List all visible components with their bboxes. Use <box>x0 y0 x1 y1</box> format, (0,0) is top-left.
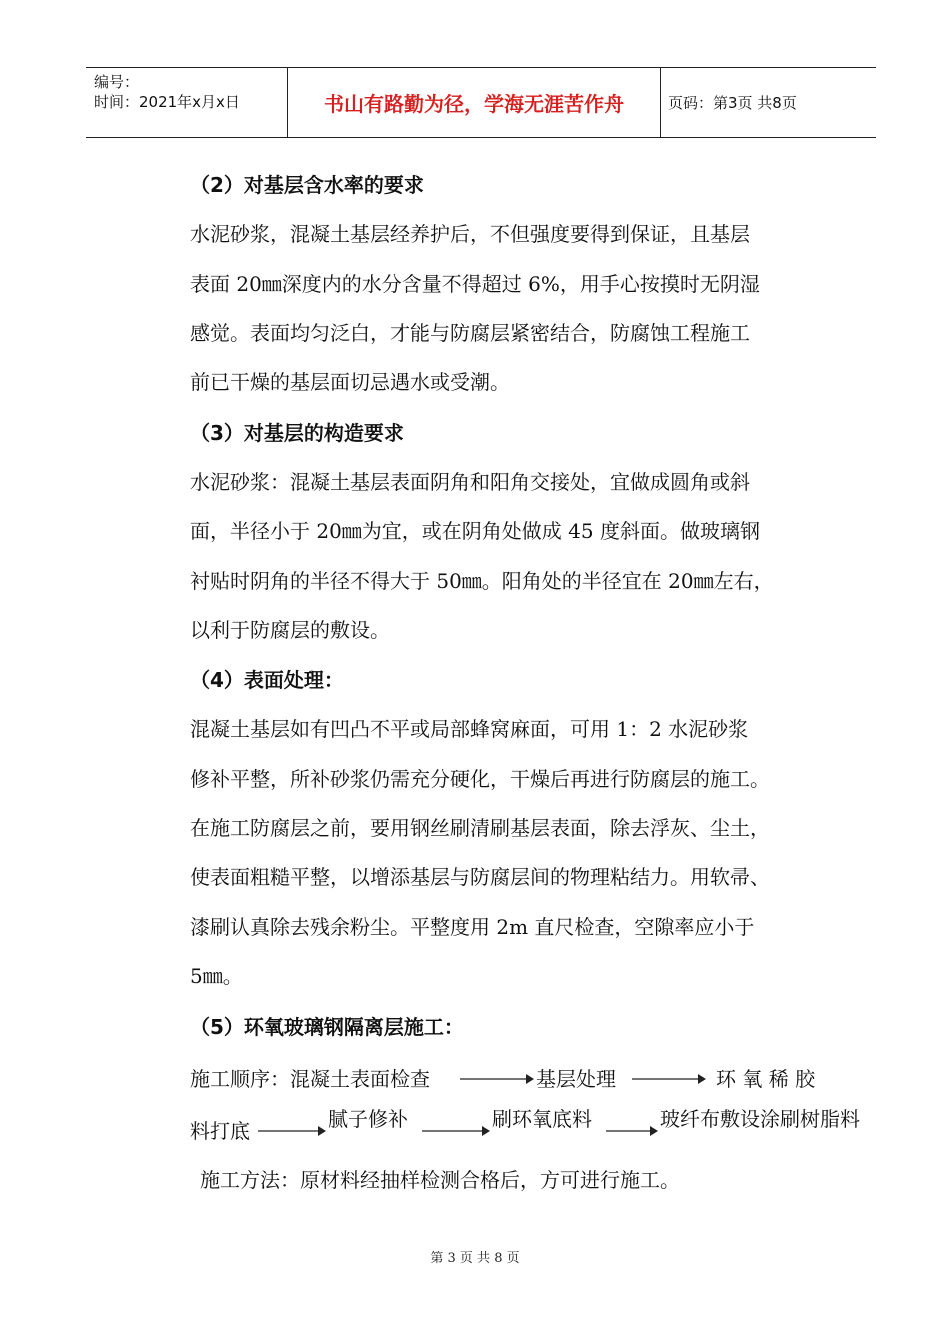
paragraph-line: 修补平整，所补砂浆仍需充分硬化，干燥后再进行防腐层的施工。 <box>190 767 770 791</box>
page-footer: 第 3 页 共 8 页 <box>430 1251 520 1266</box>
paragraph-line: 衬贴时阴角的半径不得大于 50㎜。阳角处的半径宜在 20㎜左右， <box>190 569 774 593</box>
flow-step-fiberglass-laying: 玻纤布敷设涂刷树脂料 <box>660 1107 860 1131</box>
flow-arrow-icon <box>606 1125 658 1137</box>
flow-arrow-icon <box>632 1073 706 1085</box>
flow-arrow-icon <box>422 1125 490 1137</box>
section-heading: （3）对基层的构造要求 <box>190 421 404 445</box>
header-page-number: 页码：第3页 共8页 <box>668 94 797 112</box>
flow-prefix: 施工顺序： <box>190 1067 290 1091</box>
header-motto: 书山有路勤为径，学海无涯苦作舟 <box>324 92 624 116</box>
paragraph-line: 5㎜。 <box>190 964 243 988</box>
flow-arrow-icon <box>460 1073 534 1085</box>
flow-step-epoxy-primer: 环 氧 稀 胶 <box>716 1067 816 1091</box>
paragraph-line: 使表面粗糙平整，以增添基层与防腐层间的物理粘结力。用软帚、 <box>190 865 770 889</box>
flow-step-base-treatment: 基层处理 <box>536 1067 616 1091</box>
flow-step-surface-check: 混凝土表面检查 <box>290 1067 430 1091</box>
paragraph-line: 水泥砂浆：混凝土基层表面阴角和阳角交接处，宜做成圆角或斜 <box>190 470 750 494</box>
document-time-label: 时间：2021年x月x日 <box>94 93 240 111</box>
page-header <box>86 67 876 138</box>
section-heading: （2）对基层含水率的要求 <box>190 173 424 197</box>
paragraph-line: 以利于防腐层的敷设。 <box>190 618 390 642</box>
header-divider <box>660 68 661 137</box>
flow-arrow-icon <box>258 1125 326 1137</box>
flow-step-epoxy-primer-cont: 料打底 <box>190 1119 250 1143</box>
flow-step-epoxy-base: 刷环氧底料 <box>492 1107 592 1131</box>
paragraph-line: 混凝土基层如有凹凸不平或局部蜂窝麻面，可用 1：2 水泥砂浆 <box>190 717 749 741</box>
paragraph-line: 感觉。表面均匀泛白，才能与防腐层紧密结合，防腐蚀工程施工 <box>190 321 750 345</box>
flow-step-putty-repair: 腻子修补 <box>328 1107 408 1131</box>
section-heading: （5）环氧玻璃钢隔离层施工： <box>190 1015 464 1039</box>
document-number-label: 编号： <box>94 73 140 91</box>
section-heading: （4）表面处理： <box>190 668 344 692</box>
paragraph-line: 水泥砂浆，混凝土基层经养护后，不但强度要得到保证，且基层 <box>190 222 750 246</box>
paragraph-line: 前已干燥的基层面切忌遇水或受潮。 <box>190 370 510 394</box>
paragraph-line: 在施工防腐层之前，要用钢丝刷清刷基层表面，除去浮灰、尘土， <box>190 816 770 840</box>
paragraph-line: 表面 20㎜深度内的水分含量不得超过 6%，用手心按摸时无阴湿 <box>190 272 760 296</box>
paragraph-line: 面，半径小于 20㎜为宜，或在阴角处做成 45 度斜面。做玻璃钢 <box>190 519 760 543</box>
paragraph-line: 施工方法：原材料经抽样检测合格后，方可进行施工。 <box>200 1168 680 1192</box>
header-meta <box>94 72 240 112</box>
paragraph-line: 漆刷认真除去残余粉尘。平整度用 2m 直尺检查，空隙率应小于 <box>190 915 755 939</box>
